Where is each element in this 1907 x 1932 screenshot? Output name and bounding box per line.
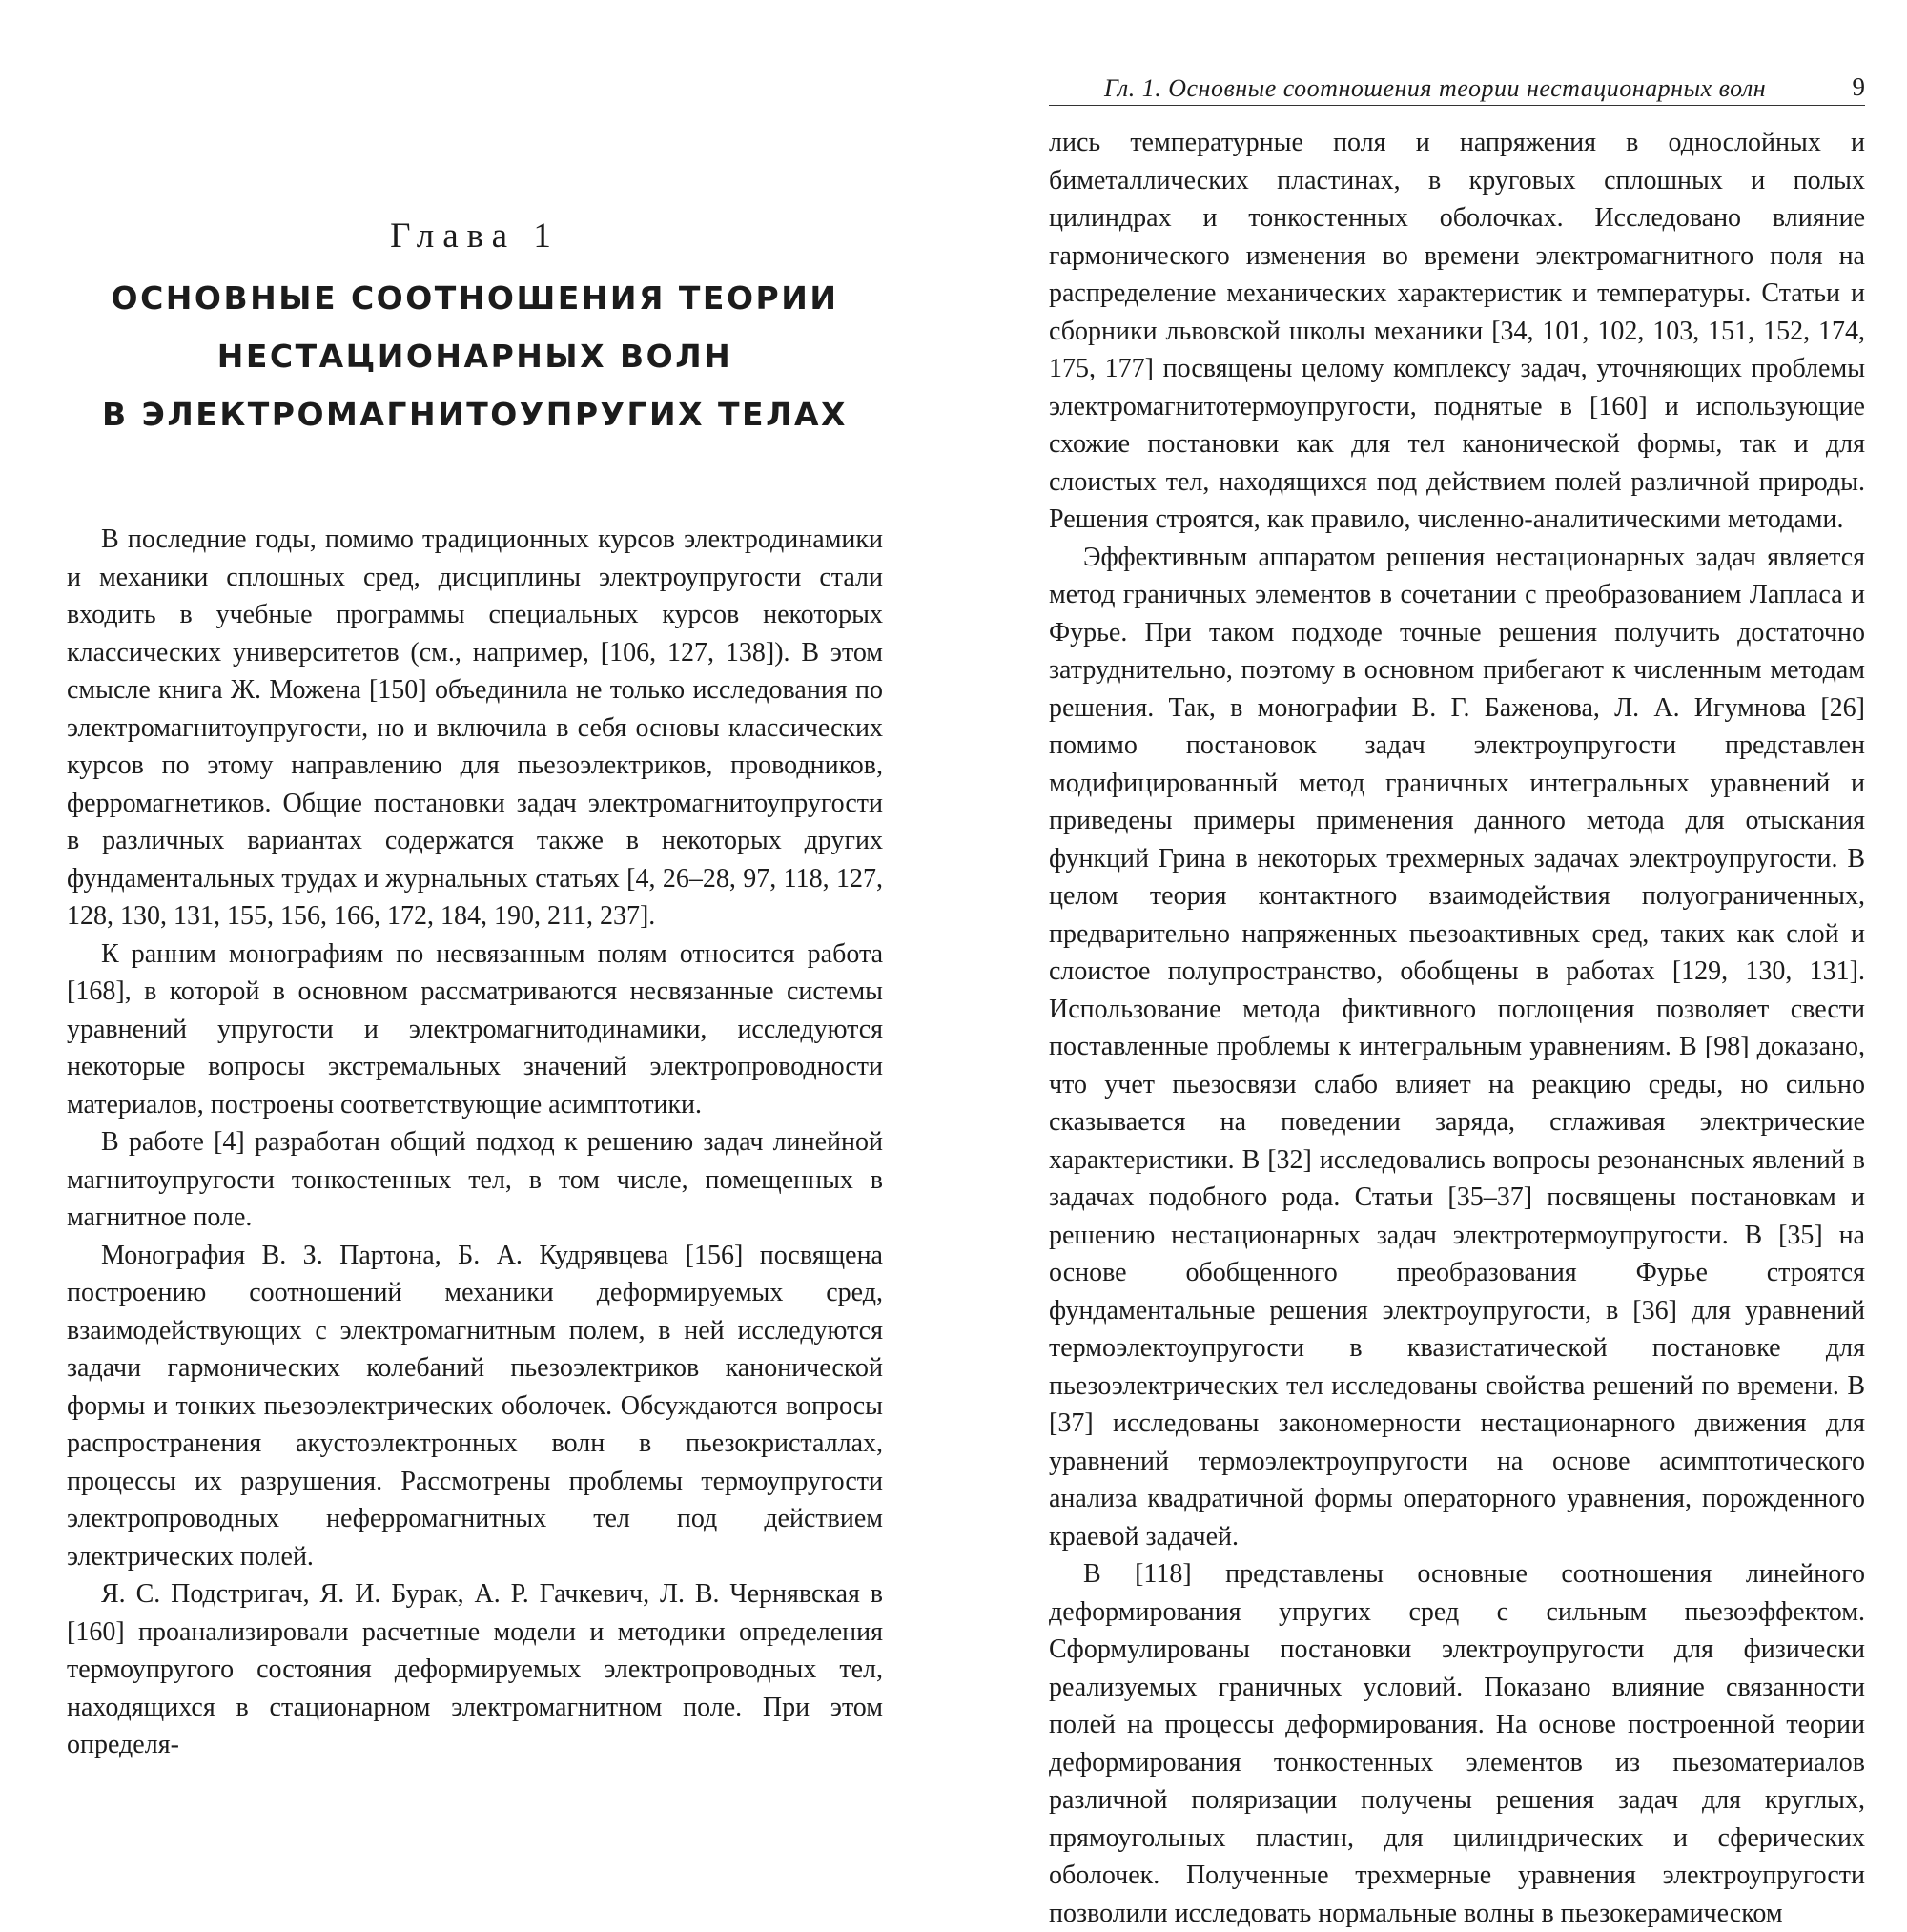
body-paragraph: лись температурные поля и напряжения в однослойных и биметаллических пластинах, в круговых сплошных и полых цилиндрах и тонкостенных оболочках. Исследовано влияние гармонического изменения во времени электромагнитного поля на распределение механических характеристик и температуры. Статьи и сборники львовской школы механики [34, 101, 102, 103, 151, 152, 174, 175, 177] посвящены целому комплексу задач, уточняющих проблемы электромагнитотермоупругости, поднятые в [160] и использующие схожие постановки как для тел канонической формы, так и для слоистых тел, находящихся под действием полей различной природы. Решения строятся, как правило, численно-аналитическими методами.	[1049, 128, 1865, 534]
body-paragraph: Я. С. Подстригач, Я. И. Бурак, А. Р. Гачкевич, Л. В. Чернявская в [160] проанализировали расчетные модели и методики определения термоупругого состояния деформируемых электропроводных тел, находящихся в стационарном электромагнитном поле. При этом определя-	[67, 1579, 883, 1759]
body-paragraph: Эффективным аппаратом решения нестационарных задач является метод граничных элементов в сочетании с преобразованием Лапласа и Фурье. При таком подходе точные решения получить достаточно затруднительно, поэтому в основном прибегают к численным методам решения. Так, в монографии В. Г. Баженова, Л. А. Игумнова [26] помимо постановок задач электроупругости представлен модифицированный метод граничных интегральных уравнений и приведены примеры применения данного метода для отыскания функций Грина в некоторых трехмерных задачах электроупругости. В целом теория контактного взаимодействия полуограниченных, предварительно напряженных пьезоактивных сред, таких как слой и слоистое полупространство, обобщены в работах [129, 130, 131]. Использование метода фиктивного поглощения позволяет свести поставленные проблемы к интегральным уравнениям. В [98] доказано, что учет пьезосвязи слабо влияет на реакцию среды, но сильно сказывается на поведении заряда, сглаживая электрические характеристики. В [32] исследовались вопросы резонансных явлений в задачах подобного рода. Статьи [35–37] посвящены постановкам и решению нестационарных задач электротермоупругости. В [35] на основе обобщенного преобразования Фурье строятся фундаментальные решения электроупругости, в [36] для уравнений термоэлектоупругости в квазистатической постановке для пьезоэлектрических тел исследованы свойства решений по времени. В [37] исследованы закономерности нестационарного движения для уравнений термоэлектроупругости на основе асимптотического анализа квадратичной формы операторного уравнения, порожденного краевой задачей.	[1049, 542, 1865, 1552]
chapter-title-line: ОСНОВНЫЕ СООТНОШЕНИЯ ТЕОРИИ	[111, 279, 839, 317]
body-paragraph: Монография В. З. Партона, Б. А. Кудрявцева [156] посвящена построению соотношений механики деформируемых сред, взаимодействующих с электромагнитным полем, в ней исследуются задачи гармонических колебаний пьезоэлектриков канонической формы и тонких пьезоэлектрических оболочек. Обсуждаются вопросы распространения акустоэлектронных волн в пьезокристаллах, процессы их разрушения. Рассмотрены проблемы термоупругости электропроводных неферромагнитных тел под действием электрических полей.	[67, 1240, 883, 1572]
chapter-label: Глава 1	[390, 216, 560, 256]
body-paragraph: К ранним монографиям по несвязанным полям относится работа [168], в которой в основном рассматриваются несвязанные системы уравнений упругости и электромагнитодинамики, исследуются некоторые вопросы экстремальных значений электропроводности материалов, построены соответствующие асимптотики.	[67, 938, 883, 1120]
body-paragraph: В [118] представлены основные соотношения линейного деформирования упругих сред с сильным пьезоэффектом. Сформулированы постановки электроупругости для физически реализуемых граничных условий. Показано влияние связанности полей на процессы деформирования. На основе построенной теории деформирования тонкостенных элементов из пьезоматериалов различной поляризации получены решения задач для круглых, прямоугольных пластин, для цилиндрических и сферических оболочек. Полученные трехмерные уравнения электроупругости позволили исследовать нормальные волны в пьезокерамическом	[1049, 1559, 1865, 1928]
right-text-column	[1049, 124, 1865, 1932]
body-paragraph: В работе [4] разработан общий подход к решению задач линейной магнитоупругости тонкостенных тел, в том числе, помещенных в магнитное поле.	[67, 1127, 883, 1232]
chapter-title-line: В ЭЛЕКТРОМАГНИТОУПРУГИХ ТЕЛАХ	[102, 396, 848, 433]
chapter-title-line: НЕСТАЦИОНАРНЫХ ВОЛН	[216, 338, 733, 375]
running-head	[1049, 74, 1865, 106]
running-title: Гл. 1. Основные соотношения теории нестационарных волн	[1104, 74, 1767, 102]
body-paragraph: В последние годы, помимо традиционных курсов электродинамики и механики сплошных сред, дисциплины электроупругости стали входить в учебные программы специальных курсов некоторых классических университетов (см., например, [106, 127, 138]). В этом смысле книга Ж. Можена [150] объединила не только исследования по электромагнитоупругости, но и включила в себя основы классических курсов по этому направлению для пьезоэлектриков, проводников, ферромагнетиков. Общие постановки задач электромагнитоупругости в различных вариантах содержатся также в некоторых других фундаментальных трудах и журнальных статьях [4, 26–28, 97, 118, 127, 128, 130, 131, 155, 156, 166, 172, 184, 190, 211, 237].	[67, 524, 883, 931]
left-text-column	[67, 521, 883, 1764]
chapter-title	[67, 269, 883, 443]
page-number: 9	[1852, 72, 1865, 101]
